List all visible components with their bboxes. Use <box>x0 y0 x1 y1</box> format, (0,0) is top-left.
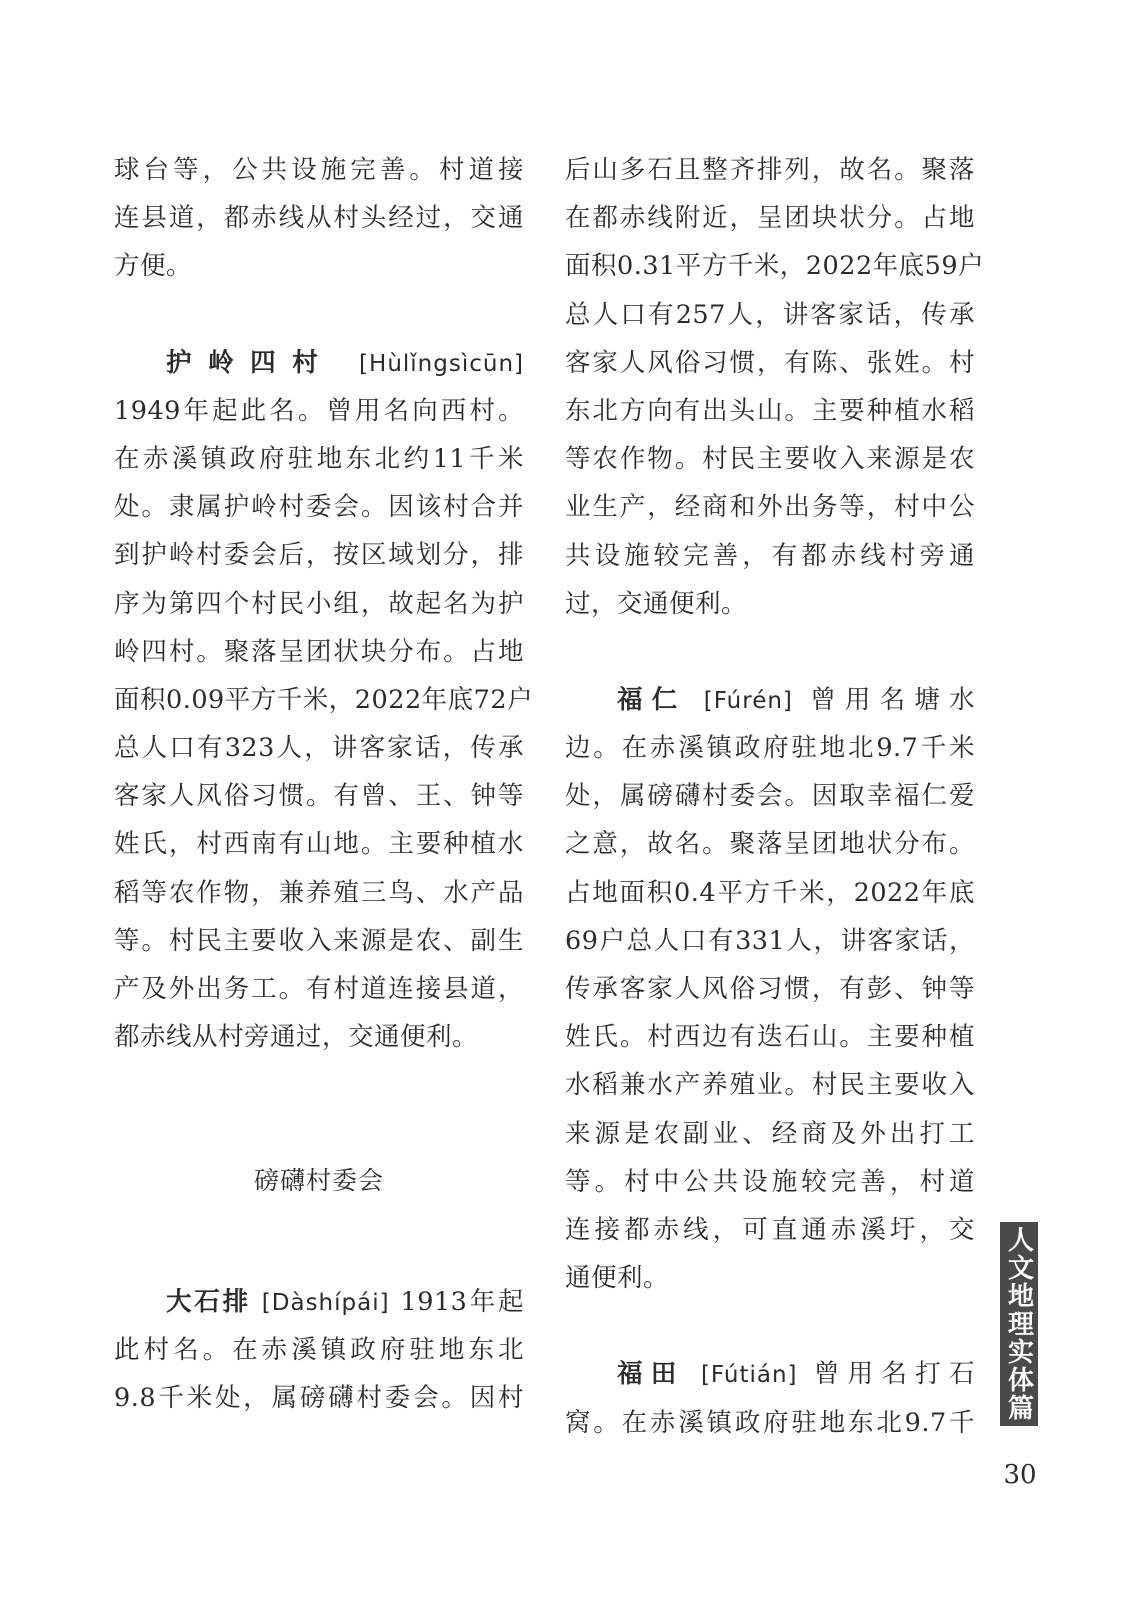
text-line: 面积0.09平方千米，2022年底72户 <box>114 684 534 715</box>
text-line: 总人口有323人，讲客家话，传承 <box>114 733 524 764</box>
section-heading: 磅礴村委会 <box>253 1166 384 1196</box>
text-line: 通便利。 <box>565 1263 670 1294</box>
text-line: 等农作物。村民主要收入来源是农 <box>565 444 975 475</box>
text-line: 连接都赤线，可直通赤溪圩，交 <box>565 1214 975 1245</box>
entry-first-line-text: 1913年起 <box>400 1286 524 1317</box>
text-line: 方便。 <box>114 251 193 282</box>
entry-first-line-text: 曾用名打石 <box>813 1359 975 1390</box>
entry-pinyin: [Fúrén] <box>703 687 793 714</box>
text-line: 此村名。在赤溪镇政府驻地东北 <box>114 1334 524 1365</box>
entry-title-line <box>565 676 975 724</box>
text-line: 处，属磅礴村委会。因取幸福仁爱 <box>565 781 975 812</box>
left-column <box>114 146 534 1422</box>
text-line: 等。村中公共设施较完善，村道 <box>565 1166 975 1197</box>
entry-pinyin: [Fútián] <box>700 1362 798 1389</box>
text-line: 占地面积0.4平方千米，2022年底 <box>565 877 975 908</box>
text-line: 在赤溪镇政府驻地东北约11千米 <box>114 443 524 474</box>
text-line: 都赤线从村旁通过，交通便利。 <box>114 1022 479 1053</box>
entry-term: 护岭四村 <box>166 347 335 378</box>
chapter-side-tab: 人文地理实体篇 <box>1000 1222 1038 1426</box>
text-line: 来源是农副业、经商及外出打工 <box>565 1118 975 1149</box>
text-line: 序为第四个村民小组，故起名为护 <box>114 588 524 619</box>
entry-futian <box>565 1350 975 1446</box>
text-line: 等。村民主要收入来源是农、副生 <box>114 925 524 956</box>
text-line: 处。隶属护岭村委会。因该村合并 <box>114 492 524 523</box>
entry-dashipai <box>114 1278 524 1423</box>
entry-pinyin: [Hùlǐngsìcūn] <box>359 350 524 377</box>
entry-title-line <box>114 339 524 387</box>
text-line: 后山多石且整齐排列，故名。聚落 <box>565 155 975 185</box>
entry-first-line-text: 曾用名塘水 <box>810 684 976 715</box>
text-line: 水稻兼水产养殖业。村民主要收入 <box>565 1070 975 1101</box>
continued-paragraph <box>114 146 524 291</box>
text-line: 姓氏，村西南有山地。主要种植水 <box>114 829 524 860</box>
entry-term: 大石排 <box>166 1286 251 1317</box>
text-line: 69户总人口有331人，讲客家话， <box>565 925 975 956</box>
text-line: 9.8千米处，属磅礴村委会。因村 <box>114 1382 524 1413</box>
text-line: 传承客家人风俗习惯，有彭、钟等 <box>565 974 975 1004</box>
text-line: 在都赤线附近，呈团块状分。占地 <box>565 203 975 234</box>
entry-term: 福仁 <box>617 684 687 715</box>
text-line: 共设施较完善，有都赤线村旁通 <box>565 540 975 571</box>
text-line: 客家人风俗习惯。有曾、王、钟等 <box>114 781 524 812</box>
page-number: 30 <box>1003 1460 1037 1490</box>
text-line: 1949年起此名。曾用名向西村。 <box>114 395 524 426</box>
text-line: 产及外出务工。有村道连接县道， <box>114 974 524 1004</box>
continued-paragraph <box>565 146 985 628</box>
text-line: 稻等农作物，兼养殖三鸟、水产品 <box>114 877 524 908</box>
text-line: 之意，故名。聚落呈团地状分布。 <box>565 829 975 860</box>
right-column <box>565 146 985 1447</box>
entry-title-line <box>565 1350 975 1398</box>
text-line: 连县道，都赤线从村头经过，交通 <box>114 203 524 234</box>
text-line: 面积0.31平方千米，2022年底59户 <box>565 251 985 282</box>
text-line: 东北方向有出头山。主要种植水稻 <box>565 395 975 426</box>
entry-furen <box>565 676 975 1302</box>
text-line: 岭四村。聚落呈团状块分布。占地 <box>114 636 524 667</box>
entry-title-line <box>114 1278 524 1326</box>
text-line: 球台等，公共设施完善。村道接 <box>114 155 524 185</box>
text-line: 窝。在赤溪镇政府驻地东北9.7千 <box>565 1407 975 1438</box>
text-line: 姓氏。村西边有迭石山。主要种植 <box>565 1022 975 1053</box>
text-line: 边。在赤溪镇政府驻地北9.7千米 <box>565 733 975 764</box>
text-line: 过，交通便利。 <box>565 588 748 619</box>
entry-term: 福田 <box>617 1359 685 1390</box>
text-line: 业生产，经商和外出务等，村中公 <box>565 492 975 523</box>
entry-hulingsicun <box>114 339 534 1062</box>
text-line: 到护岭村委会后，按区域划分，排 <box>114 540 524 571</box>
entry-pinyin: [Dàshípái] <box>261 1289 390 1316</box>
text-line: 客家人风俗习惯，有陈、张姓。村 <box>565 347 975 378</box>
text-line: 总人口有257人，讲客家话，传承 <box>565 299 975 330</box>
